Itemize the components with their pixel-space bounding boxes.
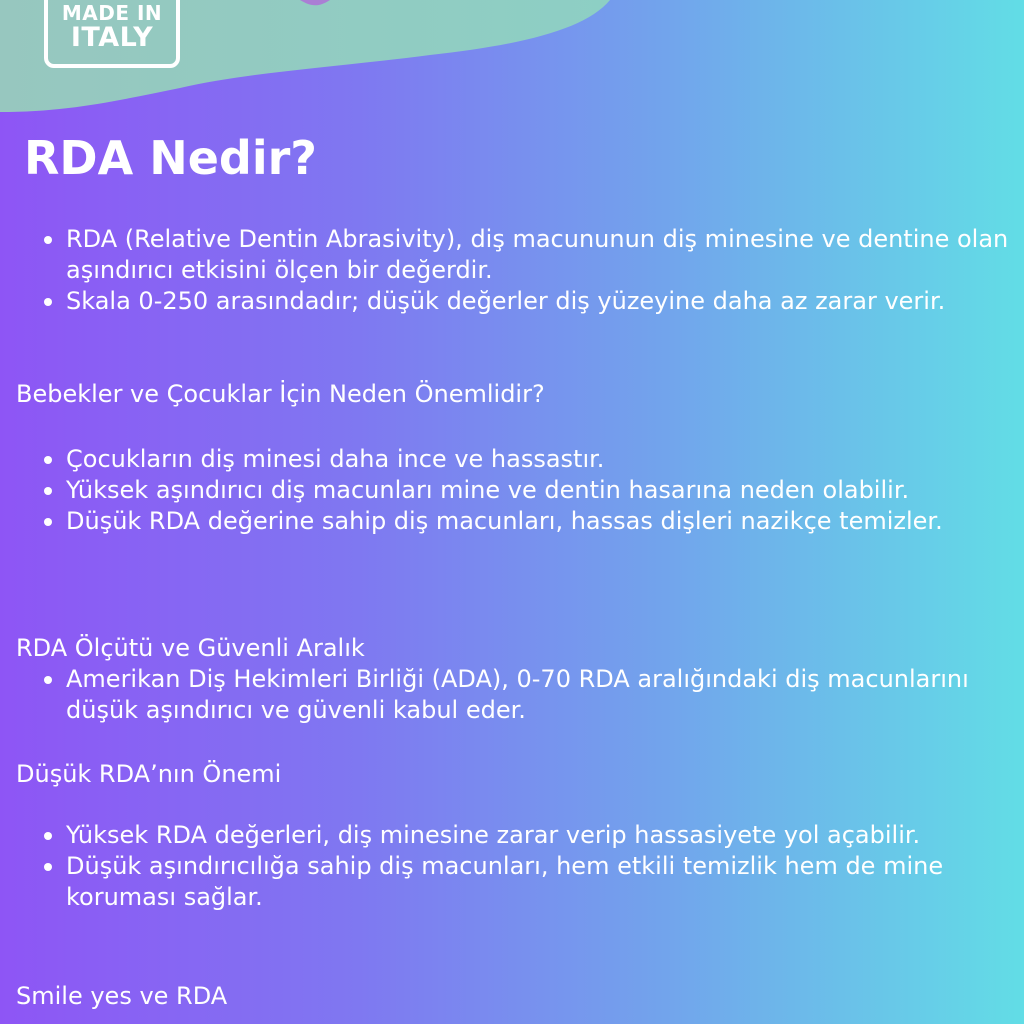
bullet-text: Düşük RDA değerine sahip diş macunları, hassas dişleri nazikçe temizler. [66,507,943,535]
section4-heading: Düşük RDA’nın Önemi [16,760,282,788]
bullet-text: Düşük aşındırıcılığa sahip diş macunları, hem etkili temizlik hem de mine koruması sağlar. [66,852,944,911]
list-item [0,224,1010,286]
bullet-text: RDA (Relative Dentin Abrasivity), diş macununun diş minesine ve dentine olan aşındırıcı etkisini ölçen bir değerdir. [66,225,1009,284]
section5-heading: Smile yes ve RDA [16,982,228,1010]
bullet-text: Çocukların diş minesi daha ince ve hassastır. [66,445,605,473]
badge-line-2: ITALY [70,22,154,53]
list-item [0,286,1010,317]
list-item [0,475,1010,506]
section2-bullet-list [0,444,1010,537]
bullet-icon [44,863,52,871]
section2-heading: Bebekler ve Çocuklar İçin Neden Önemlidir? [16,380,545,408]
bullet-icon [44,236,52,244]
list-item [0,820,1010,851]
list-item [0,851,1010,913]
bullet-text: Yüksek RDA değerleri, diş minesine zarar verip hassasiyete yol açabilir. [66,821,921,849]
section1-bullet-list [0,224,1010,317]
section3-bullet-list [0,664,1010,726]
bullet-icon [44,832,52,840]
list-item [0,506,1010,537]
page-title: RDA Nedir? [24,131,317,185]
bullet-icon [44,676,52,684]
section3-heading: RDA Ölçütü ve Güvenli Aralık [16,634,365,662]
bullet-icon [44,518,52,526]
list-item [0,664,1010,726]
bullet-text: Amerikan Diş Hekimleri Birliği (ADA), 0-70 RDA aralığındaki diş macunlarını düşük aşındırıcı ve güvenli kabul eder. [66,665,969,724]
bullet-icon [44,456,52,464]
list-item [0,444,1010,475]
bullet-text: Yüksek aşındırıcı diş macunları mine ve dentin hasarına neden olabilir. [66,476,910,504]
bullet-text: Skala 0-250 arasındadır; düşük değerler diş yüzeyine daha az zarar verir. [66,287,946,315]
bullet-icon [44,298,52,306]
badge-line-1: MADE IN [61,1,163,25]
section4-bullet-list [0,820,1010,913]
bullet-icon [44,487,52,495]
